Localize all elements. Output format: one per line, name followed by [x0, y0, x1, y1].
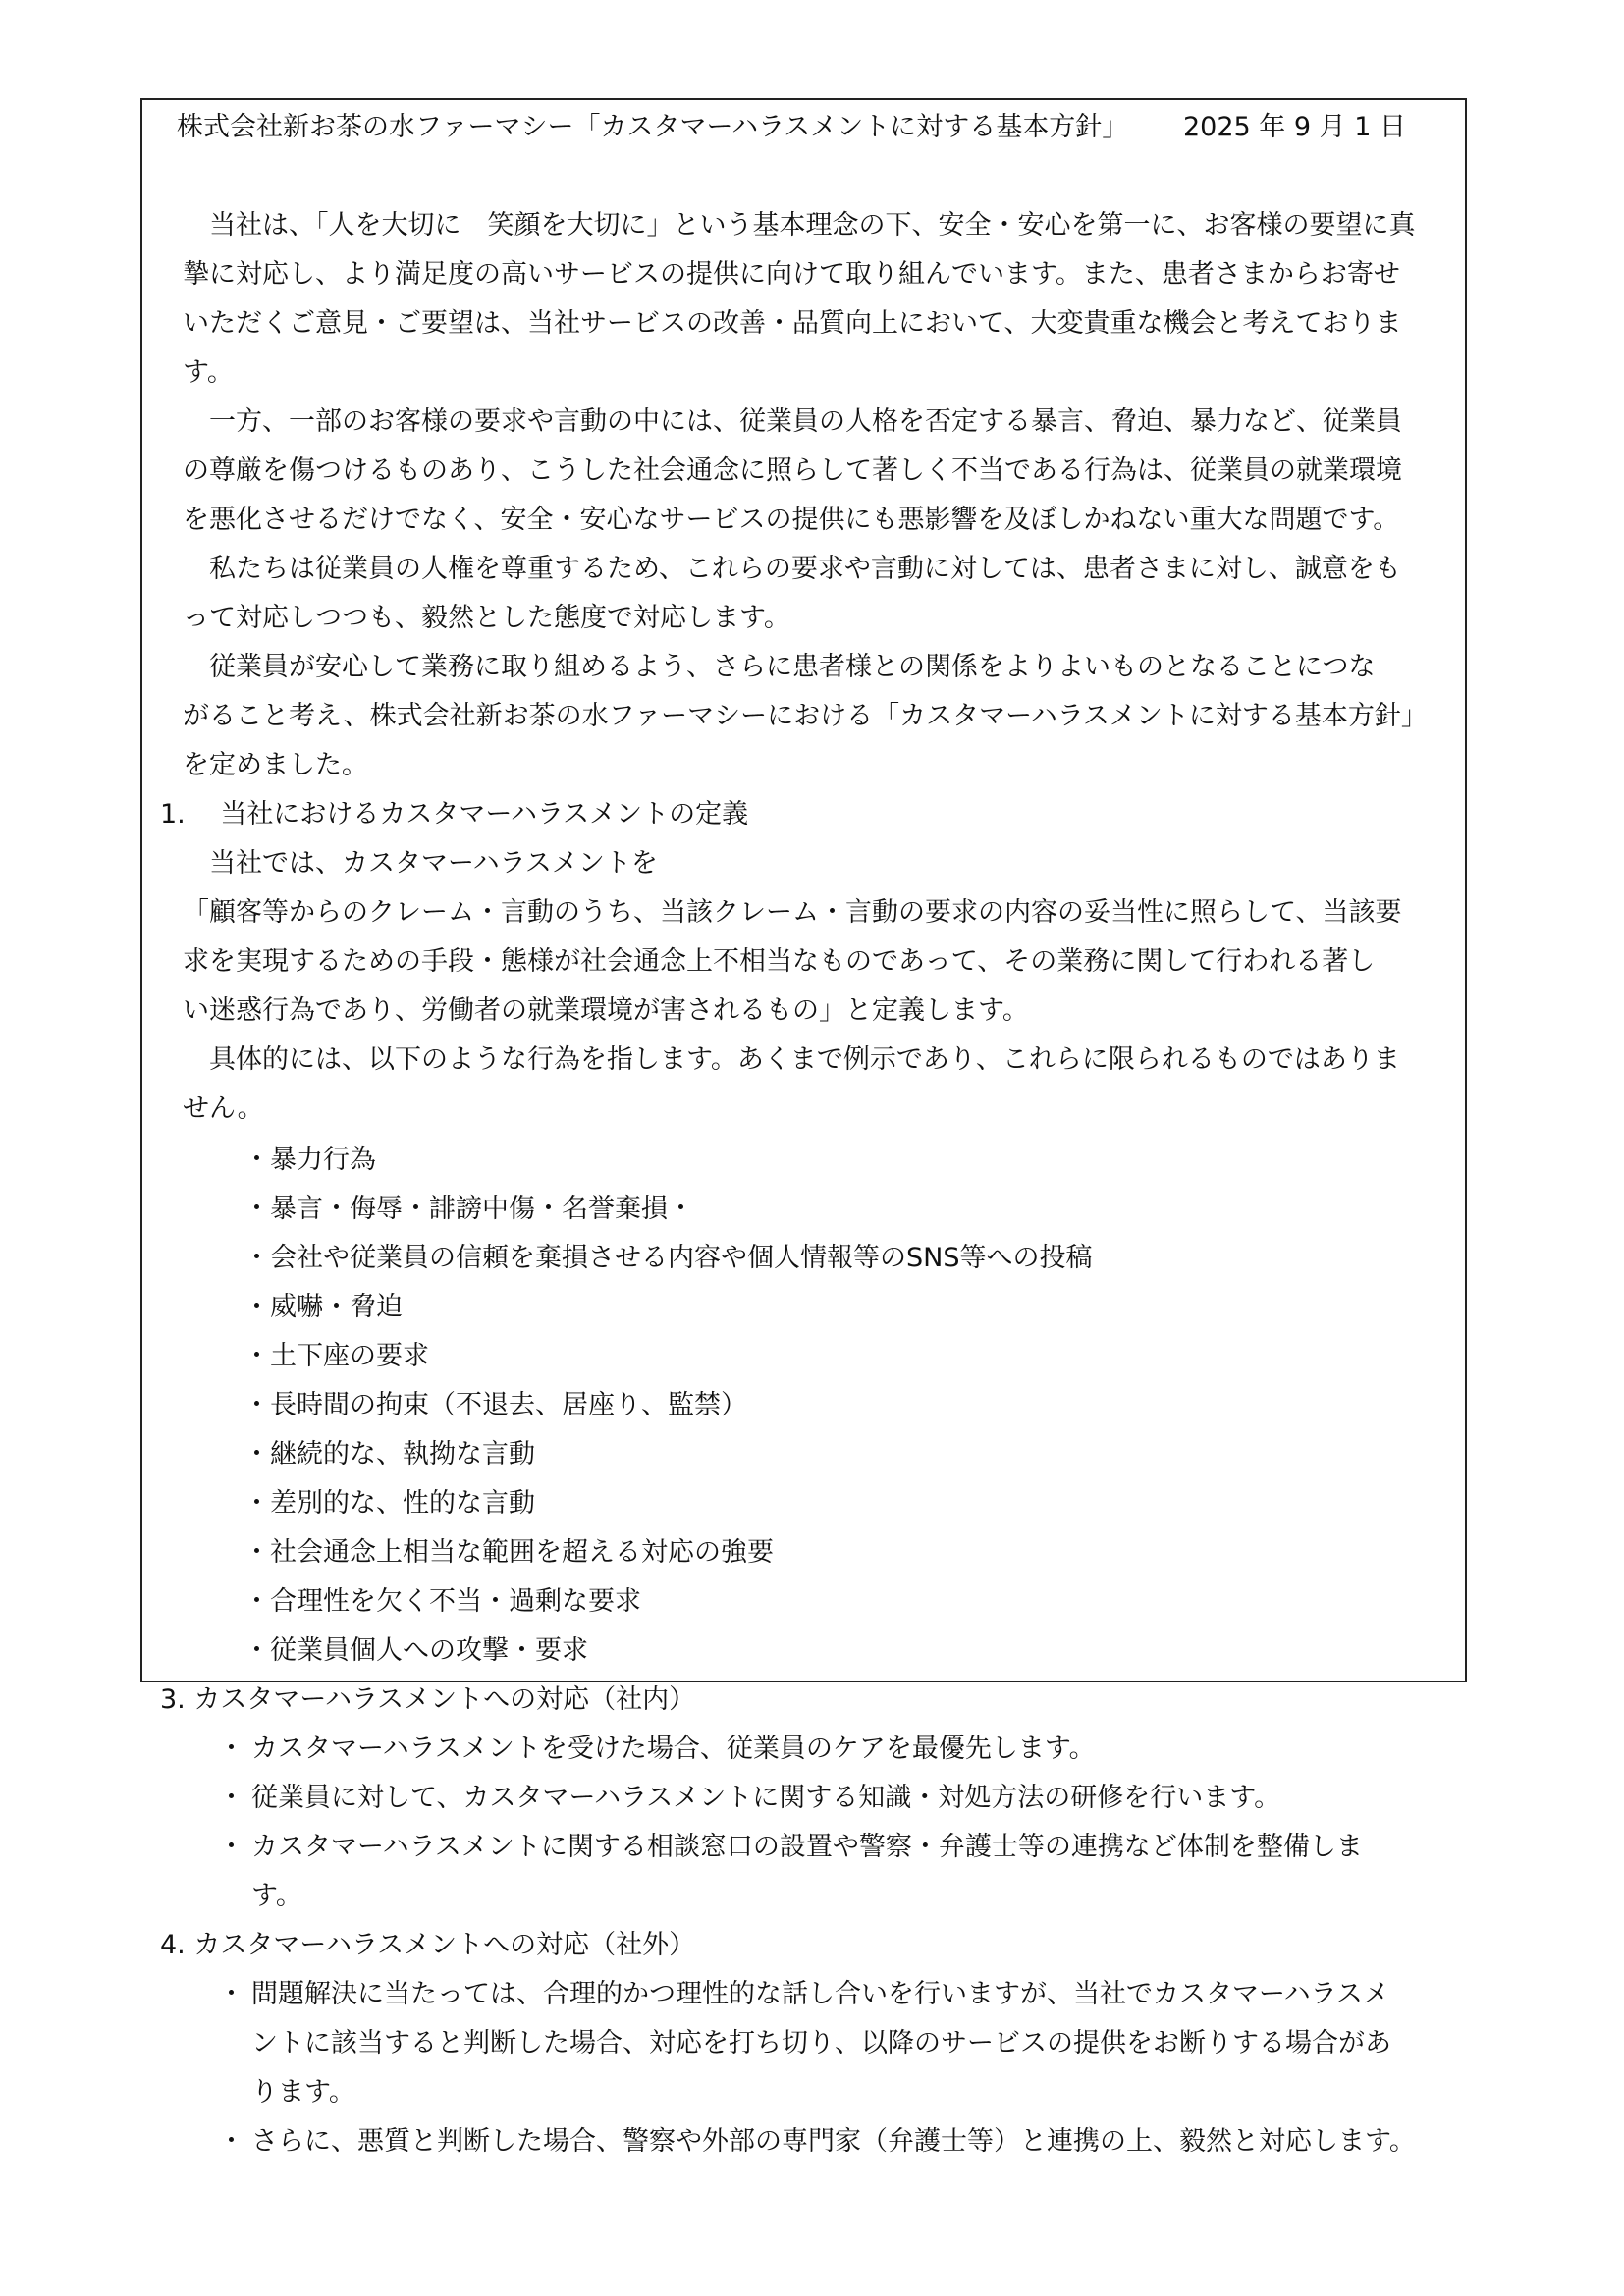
intro-line: す。 [183, 357, 234, 388]
section4-item-cont: ントに該当すると判断した場合、対応を打ち切り、以降のサービスの提供をお断りする場合があ [251, 2028, 1391, 2058]
intro-line: いただくご意見・ご要望は、当社サービスの改善・品質向上において、大変貴重な機会と考えておりま [183, 308, 1402, 339]
harassment-item: ・会社や従業員の信頼を棄損させる内容や個人情報等のSNS等への投稿 [244, 1243, 1093, 1273]
harassment-item: ・社会通念上相当な範囲を超える対応の強要 [244, 1537, 774, 1568]
section3-item: カスタマーハラスメントを受けた場合、従業員のケアを最優先します。 [251, 1734, 1096, 1764]
bullet-dot: ・ [218, 1783, 244, 1813]
section3-item: カスタマーハラスメントに関する相談窓口の設置や警察・弁護士等の連携など体制を整備しま [251, 1832, 1363, 1862]
section4-heading: 4. カスタマーハラスメントへの対応（社外） [160, 1930, 696, 1960]
intro-line: を定めました。 [183, 750, 368, 780]
section3-heading: 3. カスタマーハラスメントへの対応（社内） [160, 1684, 696, 1715]
section3-item-cont: す。 [251, 1881, 302, 1911]
intro-line: を悪化させるだけでなく、安全・安心なサービスの提供にも悪影響を及ぼしかねない重大な問題です。 [183, 505, 1400, 535]
section1-heading: 1. 当社におけるカスタマーハラスメントの定義 [160, 799, 749, 829]
document-date: 2025 年 9 月 1 日 [1183, 112, 1406, 142]
harassment-item: ・威嚇・脅迫 [244, 1292, 403, 1322]
intro-line: 従業員が安心して業務に取り組めるよう、さらに患者様との関係をよりよいものとなることにつな [183, 652, 1376, 682]
harassment-item: ・継続的な、執拗な言動 [244, 1439, 535, 1469]
section1-line: 当社では、カスタマーハラスメントを [183, 848, 658, 879]
intro-line: 私たちは従業員の人権を尊重するため、これらの要求や言動に対しては、患者さまに対し、誠意をも [183, 554, 1401, 584]
intro-line: 摯に対応し、より満足度の高いサービスの提供に向けて取り組んでいます。また、患者さまからお寄せ [183, 259, 1400, 290]
section4-item-cont: ります。 [251, 2077, 355, 2108]
harassment-item: ・差別的な、性的な言動 [244, 1488, 535, 1519]
bullet-dot: ・ [218, 1832, 244, 1862]
intro-line: がること考え、株式会社新お茶の水ファーマシーにおける「カスタマーハラスメントに対する基本方針」 [183, 701, 1428, 731]
intro-line: って対応しつつも、毅然とした態度で対応します。 [183, 603, 790, 633]
section1-line: 具体的には、以下のような行為を指します。あくまで例示であり、これらに限られるものではありま [183, 1044, 1400, 1075]
section1-line: い迷惑行為であり、労働者の就業環境が害されるもの」と定義します。 [183, 995, 1029, 1026]
section1-line: 求を実現するための手段・態様が社会通念上不相当なものであって、その業務に関して行われる著し [183, 946, 1376, 977]
section1-line: せん。 [183, 1094, 264, 1124]
intro-line: の尊厳を傷つけるものあり、こうした社会通念に照らして著しく不当である行為は、従業員の就業環境 [183, 455, 1402, 486]
harassment-item: ・長時間の拘束（不退去、居座り、監禁） [244, 1390, 747, 1420]
section4-item: 問題解決に当たっては、合理的かつ理性的な話し合いを行いますが、当社でカスタマーハラスメ [251, 1979, 1389, 2009]
bullet-dot: ・ [218, 1979, 244, 2009]
section3-item: 従業員に対して、カスタマーハラスメントに関する知識・対処方法の研修を行います。 [251, 1783, 1281, 1813]
bullet-dot: ・ [218, 2126, 244, 2157]
intro-line: 一方、一部のお客様の要求や言動の中には、従業員の人格を否定する暴言、脅迫、暴力など、従業員 [183, 406, 1402, 437]
harassment-item: ・従業員個人への攻撃・要求 [244, 1635, 588, 1666]
document-title: 株式会社新お茶の水ファーマシー「カスタマーハラスメントに対する基本方針」 [177, 112, 1129, 142]
harassment-item: ・暴言・侮辱・誹謗中傷・名誉棄損・ [244, 1194, 694, 1224]
harassment-item: ・暴力行為 [244, 1145, 376, 1175]
harassment-item: ・合理性を欠く不当・過剰な要求 [244, 1586, 641, 1617]
bullet-dot: ・ [218, 1734, 244, 1764]
harassment-item: ・土下座の要求 [244, 1341, 429, 1371]
intro-line: 当社は、「人を大切に 笑顔を大切に」という基本理念の下、安全・安心を第一に、お客様の要望に真 [183, 210, 1416, 240]
section1-line: 「顧客等からのクレーム・言動のうち、当該クレーム・言動の要求の内容の妥当性に照らして、当該要 [183, 897, 1402, 928]
section4-item: さらに、悪質と判断した場合、警察や外部の専門家（弁護士等）と連携の上、毅然と対応します。 [251, 2126, 1416, 2157]
